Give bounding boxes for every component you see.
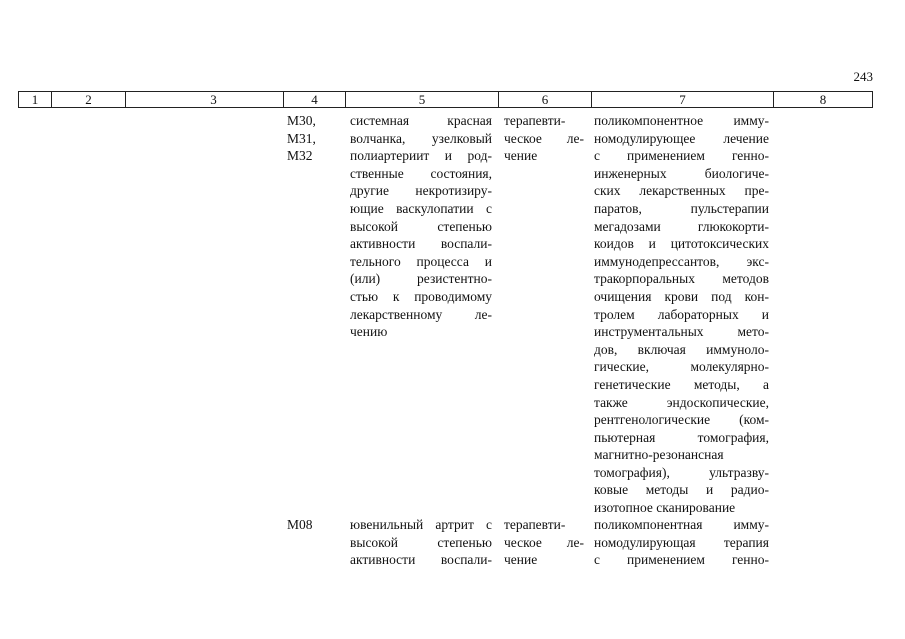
row1-disease-line: ющие васкулопатии с — [350, 200, 492, 216]
header-cell-7: 7 — [591, 92, 773, 107]
row2-disease-line: активности воспали- — [350, 552, 492, 568]
row1-method-line: паратов, пульстерапии — [594, 200, 769, 216]
header-cell-6: 6 — [498, 92, 591, 107]
row2-treatment-type — [504, 516, 584, 569]
row2-disease-line: ювенильный артрит с — [350, 517, 492, 532]
row1-method-line: инженерных биологиче- — [594, 165, 769, 181]
row1-disease-line: ственные состояния, — [350, 165, 492, 181]
row1-disease-line: системная красная — [350, 113, 492, 128]
row1-disease-line: чению — [350, 324, 388, 340]
row1-disease-line: тельного процесса и — [350, 253, 492, 269]
header-cell-8: 8 — [773, 92, 872, 107]
row1-method-line: томография), ультразву- — [594, 464, 769, 480]
row2-disease — [350, 516, 492, 569]
row1-method-line: дов, включая иммуноло- — [594, 341, 769, 357]
row1-method-line: магнитно-резонансная — [594, 447, 724, 463]
row1-method-line: пьютерная томография, — [594, 429, 769, 445]
row1-method-line: генетические методы, а — [594, 376, 769, 392]
row1-method-line: тракорпоральных методов — [594, 271, 769, 287]
header-cell-3: 3 — [125, 92, 301, 107]
row1-code: М31, — [287, 130, 316, 146]
table-header-row — [18, 91, 873, 108]
row1-method-line: тролем лабораторных и — [594, 306, 769, 322]
row2-method-line: номодулирующая терапия — [594, 534, 769, 550]
header-cell-4: 4 — [283, 92, 345, 107]
row1-method-line: номодулирующее лечение — [594, 130, 769, 146]
row1-treatment-line: ческое ле- — [504, 130, 584, 146]
row1-disease-line: активности воспали- — [350, 236, 492, 252]
row1-method-line: коидов и цитотоксических — [594, 236, 769, 252]
row1-method-line: также эндоскопические, — [594, 394, 769, 410]
row1-method-line: мегадозами глюкокорти- — [594, 218, 769, 234]
row1-code: М30, — [287, 113, 316, 128]
row1-method-line: очищения крови под кон- — [594, 288, 769, 304]
row1-method-line: инструментальных мето- — [594, 324, 769, 340]
row2-disease-line: высокой степенью — [350, 534, 492, 550]
header-cell-2: 2 — [51, 92, 125, 107]
row1-method — [594, 112, 769, 517]
row1-method-line: гические, молекулярно- — [594, 359, 769, 375]
row1-disease-line: высокой степенью — [350, 218, 492, 234]
row1-disease-line: лекарственному ле- — [350, 306, 492, 322]
row1-treatment-line: чение — [504, 148, 538, 164]
row1-disease — [350, 112, 492, 341]
row1-treatment-type — [504, 112, 584, 165]
row2-method — [594, 516, 769, 569]
row2-method-line: поликомпонентная имму- — [594, 517, 769, 532]
header-cell-1: 1 — [31, 92, 39, 107]
row2-treatment-line: терапевти- — [504, 517, 566, 532]
page-number: 243 — [853, 69, 873, 84]
row1-method-line: рентгенологические (ком- — [594, 412, 769, 428]
row1-treatment-line: терапевти- — [504, 113, 566, 128]
row1-method-line: изотопное сканирование — [594, 500, 736, 516]
row1-method-line: иммунодепрессантов, экс- — [594, 253, 769, 269]
row1-method-line: поликомпонентное имму- — [594, 113, 769, 128]
row2-treatment-line: ческое ле- — [504, 534, 584, 550]
row1-disease-line: стью к проводимому — [350, 288, 492, 304]
row1-codes — [287, 112, 339, 165]
row1-disease-line: полиартериит и род- — [350, 148, 492, 164]
header-cell-5: 5 — [345, 92, 498, 107]
row1-disease-line: другие некротизиру- — [350, 183, 492, 199]
row2-code: М08 — [287, 517, 313, 532]
row1-method-line: с применением генно- — [594, 148, 769, 164]
row2-codes — [287, 516, 339, 534]
row1-method-line: ских лекарственных пре- — [594, 183, 769, 199]
row1-disease-line: (или) резистентно- — [350, 271, 492, 287]
row2-treatment-line: чение — [504, 552, 538, 568]
row2-method-line: с применением генно- — [594, 552, 769, 568]
row1-method-line: ковые методы и радио- — [594, 482, 769, 498]
row1-disease-line: волчанка, узелковый — [350, 130, 492, 146]
row1-code: М32 — [287, 148, 313, 164]
